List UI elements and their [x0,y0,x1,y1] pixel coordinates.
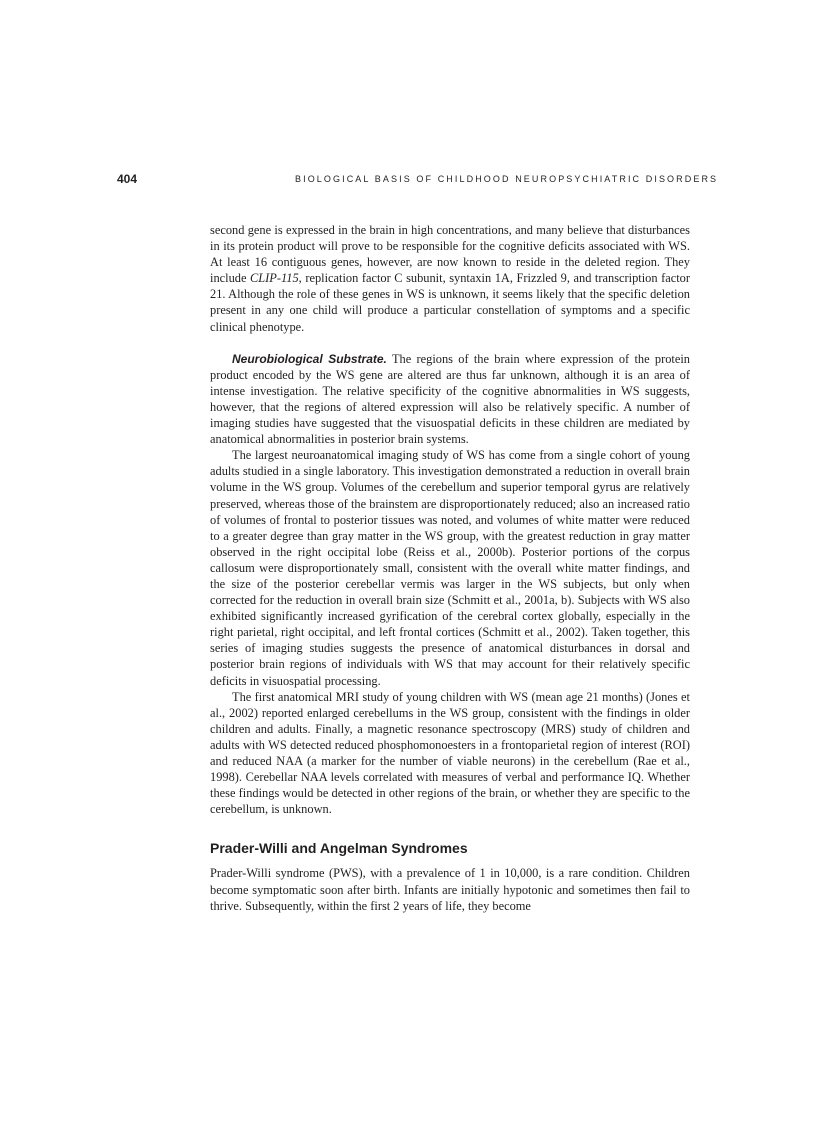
running-header: BIOLOGICAL BASIS OF CHILDHOOD NEUROPSYCHIATRIC DISORDERS [295,174,719,184]
paragraph-text: , replication factor C subunit, syntaxin 1A, Frizzled 9, and transcription factor 21. Although the role of these genes in WS is unknown, it seems likely that the specific deletion present in any one child will produce a particular constellation of symptoms and a specific clinical phenotype. [210,271,690,334]
paragraph-text: The regions of the brain where expression of the protein product encoded by the WS gene are altered are thus far unknown, although it is an area of intense investigation. The relative specificity of the cognitive abnormalities in WS suggests, however, that the regions of altered expression will also be relatively specific. A number of imaging studies have suggested that the visuospatial deficits in these children are mediated by anatomical abnormalities in posterior brain systems. [210,351,690,447]
paragraph-mri-study: The first anatomical MRI study of young children with WS (mean age 21 months) (Jones et al., 2002) reported enlarged cerebellums in the WS group, consistent with the findings in older children and adults. Finally, a magnetic resonance spectroscopy (MRS) study of children and adults with WS detected reduced phosphomonoesters in a frontoparietal region of interest (ROI) and reduced NAA (a marker for the number of viable neurons) in the cerebellum (Rae et al., 1998). Cerebellar NAA levels correlated with measures of verbal and performance IQ. Whether these findings would be detected in other regions of the brain, or whether they are specific to the cerebellum, is unknown. [210,689,690,817]
run-in-heading: Neurobiological Substrate. [232,351,387,366]
paragraph-text: second gene is expressed in the brain in high concentrations, and many believe that disturbances in its protein product will prove to be responsible for the cognitive deficits associated with WS. At least 16 contiguous genes, however, are now known to reside in the deleted region. They include [210,223,690,286]
paragraph-neuroanatomical-study: The largest neuroanatomical imaging study of WS has come from a single cohort of young adults studied in a single laboratory. This investigation demonstrated a reduction in overall brain volume in the WS group. Volumes of the cerebellum and superior temporal gyrus are relatively preserved, whereas those of the brainstem are disproportionately reduced; also an increased ratio of volumes of frontal to posterior tissues was noted, and volumes of white matter were reduced to a greater degree than gray matter in the WS group, with the greatest reduction in gray matter observed in the right occipital lobe (Reiss et al., 2000b). Posterior portions of the corpus callosum were disproportionately small, consistent with the overall white matter findings, and the size of the posterior cerebellar vermis was larger in the WS subjects, but only when corrected for the reduction in overall brain size (Schmitt et al., 2001a, b). Subjects with WS also exhibited significantly increased gyrification of the cerebral cortex globally, especially in the right parietal, right occipital, and left frontal cortices (Schmitt et al., 2002). Taken together, this series of imaging studies suggests the presence of anatomical disturbances in dorsal and posterior brain regions of individuals with WS that may account for their relatively specific deficits in visuospatial processing. [210,448,690,688]
section-heading: Prader-Willi and Angelman Syndromes [210,840,468,857]
paragraph-gap [210,335,690,351]
paragraph-neurobiological-substrate [210,351,690,448]
section-gap [210,817,690,840]
paragraph-prader-willi: Prader-Willi syndrome (PWS), with a prevalence of 1 in 10,000, is a rare condition. Children become symptomatic soon after birth. Infants are initially hypotonic and sometimes then fail to thrive. Subsequently, within the first 2 years of life, they become [210,866,690,913]
paragraph-continued [210,222,690,335]
page-body [210,222,690,914]
page-number: 404 [117,172,138,186]
gene-name: CLIP-115 [250,271,299,286]
